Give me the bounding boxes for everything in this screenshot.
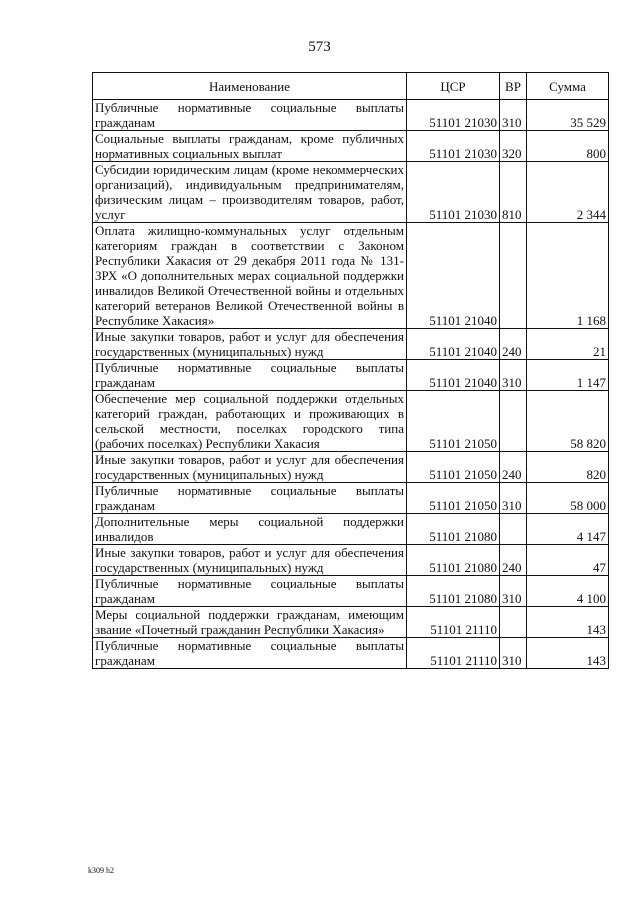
row-csr: 51101 21040	[407, 223, 500, 329]
row-csr: 51101 21030	[407, 100, 500, 131]
table-row	[93, 638, 609, 669]
row-sum: 800	[527, 131, 609, 162]
row-sum: 143	[527, 638, 609, 669]
row-name: Дополнительные меры социальной поддержки инвалидов	[93, 514, 407, 545]
row-vr: 310	[500, 638, 527, 669]
row-csr: 51101 21050	[407, 452, 500, 483]
row-vr: 810	[500, 162, 527, 223]
row-sum: 35 529	[527, 100, 609, 131]
table-row	[93, 329, 609, 360]
row-csr: 51101 21080	[407, 545, 500, 576]
row-csr: 51101 21030	[407, 162, 500, 223]
row-vr: 240	[500, 329, 527, 360]
row-name: Субсидии юридическим лицам (кроме некоммерческих организаций), индивидуальным предпринимателям, физическим лицам – производителям товаров, работ, услуг	[93, 162, 407, 223]
table-row	[93, 483, 609, 514]
row-sum: 2 344	[527, 162, 609, 223]
row-sum: 820	[527, 452, 609, 483]
row-name: Оплата жилищно-коммунальных услуг отдельным категориям граждан в соответствии с Законом Республики Хакасия от 29 декабря 2011 года № 131-ЗРХ «О дополнительных мерах социальной поддержки инвалидов Великой Отечественной войны и отдельных категорий ветеранов Великой Отечественной войны в Республике Хакасия»	[93, 223, 407, 329]
table-row	[93, 607, 609, 638]
row-sum: 1 147	[527, 360, 609, 391]
table-row	[93, 360, 609, 391]
row-name: Публичные нормативные социальные выплаты гражданам	[93, 483, 407, 514]
row-sum: 58 000	[527, 483, 609, 514]
page-number: 573	[308, 39, 331, 55]
table-row	[93, 162, 609, 223]
row-sum: 4 100	[527, 576, 609, 607]
row-sum: 1 168	[527, 223, 609, 329]
row-vr: 240	[500, 545, 527, 576]
row-name: Публичные нормативные социальные выплаты гражданам	[93, 576, 407, 607]
row-name: Меры социальной поддержки гражданам, имеющим звание «Почетный гражданин Республики Хакасия»	[93, 607, 407, 638]
table-row	[93, 391, 609, 452]
row-csr: 51101 21110	[407, 638, 500, 669]
table-row	[93, 514, 609, 545]
budget-table	[92, 72, 609, 669]
row-name: Социальные выплаты гражданам, кроме публичных нормативных социальных выплат	[93, 131, 407, 162]
table-row	[93, 545, 609, 576]
table-row	[93, 100, 609, 131]
table-row	[93, 576, 609, 607]
row-sum: 21	[527, 329, 609, 360]
table-row	[93, 131, 609, 162]
header-name: Наименование	[93, 73, 407, 100]
row-csr: 51101 21080	[407, 514, 500, 545]
row-name: Иные закупки товаров, работ и услуг для обеспечения государственных (муниципальных) нужд	[93, 545, 407, 576]
row-name: Обеспечение мер социальной поддержки отдельных категорий граждан, работающих и проживающих в сельской местности, поселках городского типа (рабочих поселках) Республики Хакасия	[93, 391, 407, 452]
table-row	[93, 223, 609, 329]
header-sum: Сумма	[527, 73, 609, 100]
row-vr: 310	[500, 360, 527, 391]
row-vr: 310	[500, 100, 527, 131]
row-vr	[500, 223, 527, 329]
row-vr: 240	[500, 452, 527, 483]
row-sum: 47	[527, 545, 609, 576]
row-vr: 310	[500, 576, 527, 607]
row-name: Иные закупки товаров, работ и услуг для обеспечения государственных (муниципальных) нужд	[93, 452, 407, 483]
header-vr: ВР	[500, 73, 527, 100]
row-vr	[500, 607, 527, 638]
row-csr: 51101 21050	[407, 391, 500, 452]
row-csr: 51101 21030	[407, 131, 500, 162]
row-csr: 51101 21040	[407, 360, 500, 391]
row-name: Иные закупки товаров, работ и услуг для обеспечения государственных (муниципальных) нужд	[93, 329, 407, 360]
row-sum: 58 820	[527, 391, 609, 452]
table-row	[93, 452, 609, 483]
row-csr: 51101 21080	[407, 576, 500, 607]
row-vr	[500, 514, 527, 545]
row-csr: 51101 21040	[407, 329, 500, 360]
row-csr: 51101 21050	[407, 483, 500, 514]
header-csr: ЦСР	[407, 73, 500, 100]
row-sum: 4 147	[527, 514, 609, 545]
row-vr	[500, 391, 527, 452]
row-csr: 51101 21110	[407, 607, 500, 638]
row-name: Публичные нормативные социальные выплаты гражданам	[93, 100, 407, 131]
footer-code: k309 h2	[88, 866, 114, 875]
row-vr: 310	[500, 483, 527, 514]
table-header-row	[93, 73, 609, 100]
row-vr: 320	[500, 131, 527, 162]
row-name: Публичные нормативные социальные выплаты гражданам	[93, 360, 407, 391]
row-name: Публичные нормативные социальные выплаты гражданам	[93, 638, 407, 669]
row-sum: 143	[527, 607, 609, 638]
